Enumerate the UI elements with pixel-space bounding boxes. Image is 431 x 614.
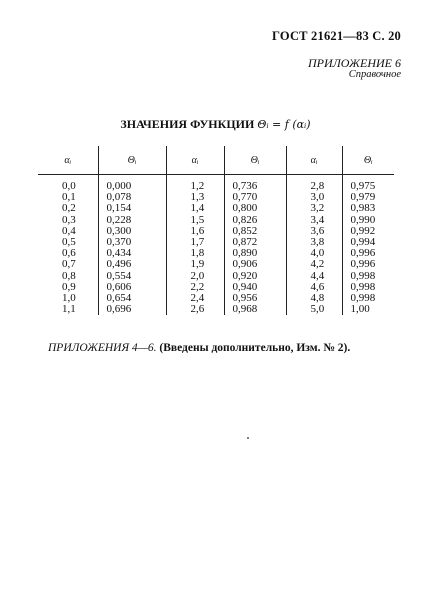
table-row [38, 248, 394, 259]
theta-cell: 0,606 [98, 282, 166, 293]
alpha-cell: 2,6 [166, 304, 224, 315]
appendix-label [308, 57, 401, 81]
alpha-cell: 3,4 [286, 215, 342, 226]
theta-cell: 0,890 [224, 248, 286, 259]
appendix-subtitle: Справочное [348, 69, 401, 80]
theta-cell: 0,228 [98, 215, 166, 226]
alpha-cell: 0,0 [62, 180, 76, 192]
amendment-note [48, 342, 350, 354]
function-values-table [38, 146, 394, 315]
table-row [38, 226, 394, 237]
theta-cell: 0,154 [98, 203, 166, 214]
theta-cell: 0,994 [342, 237, 394, 248]
theta-cell: 0,736 [224, 175, 286, 193]
theta-cell: 0,975 [342, 175, 394, 193]
alpha-cell: 0,2 [62, 202, 76, 215]
theta-cell: 0,992 [342, 226, 394, 237]
table-row [38, 192, 394, 203]
alpha-cell: 3,6 [286, 226, 342, 237]
theta-cell: 0,770 [224, 192, 286, 203]
print-speck [247, 437, 249, 439]
theta-cell: 0,872 [224, 237, 286, 248]
alpha-cell: 2,0 [166, 271, 224, 282]
amendment-note-text: (Введены дополнительно, Изм. № 2). [159, 342, 351, 354]
table-title [0, 117, 431, 132]
theta-cell: 0,434 [98, 248, 166, 259]
theta-cell: 0,990 [342, 215, 394, 226]
theta-cell: 0,826 [224, 215, 286, 226]
theta-cell: 0,996 [342, 248, 394, 259]
theta-cell: 0,998 [342, 293, 394, 304]
table-row [38, 203, 394, 214]
theta-cell: 0,920 [224, 271, 286, 282]
alpha-cell: 1,7 [166, 237, 224, 248]
alpha-cell: 1,5 [166, 215, 224, 226]
alpha-cell: 4,0 [286, 248, 342, 259]
theta-cell: 0,300 [98, 226, 166, 237]
theta-cell: 0,906 [224, 259, 286, 270]
column-header: Θᵢ [224, 146, 286, 175]
alpha-cell: 2,2 [166, 282, 224, 293]
alpha-cell: 1,0 [62, 292, 76, 305]
alpha-cell: 2,4 [166, 293, 224, 304]
theta-cell: 0,496 [98, 259, 166, 270]
alpha-cell: 1,4 [166, 203, 224, 214]
alpha-cell: 0,5 [62, 236, 76, 249]
alpha-cell: 5,0 [286, 304, 342, 315]
alpha-cell: 0,1 [62, 191, 76, 204]
alpha-cell: 4,2 [286, 259, 342, 270]
alpha-cell: 0,4 [62, 224, 76, 237]
theta-cell: 0,852 [224, 226, 286, 237]
table-row [38, 237, 394, 248]
alpha-cell: 4,8 [286, 293, 342, 304]
theta-cell: 0,554 [98, 271, 166, 282]
theta-cell: 0,000 [98, 175, 166, 193]
theta-cell: 0,370 [98, 237, 166, 248]
table-row [38, 304, 394, 315]
table-row [38, 282, 394, 293]
column-header: Θᵢ [342, 146, 394, 175]
table-title-formula: Θᵢ = f (αᵢ) [257, 118, 311, 131]
theta-cell: 0,979 [342, 192, 394, 203]
alpha-cell: 0,7 [62, 258, 76, 271]
alpha-cell: 4,6 [286, 282, 342, 293]
alpha-cell: 1,6 [166, 226, 224, 237]
alpha-cell: 0,8 [62, 269, 76, 282]
table-row [38, 259, 394, 270]
table-row [38, 271, 394, 282]
theta-cell: 0,800 [224, 203, 286, 214]
alpha-cell: 3,0 [286, 192, 342, 203]
theta-cell: 0,696 [98, 304, 166, 315]
alpha-cell: 1,9 [166, 259, 224, 270]
alpha-cell: 2,8 [286, 175, 342, 193]
alpha-cell: 4,4 [286, 271, 342, 282]
theta-cell: 0,968 [224, 304, 286, 315]
page-header: ГОСТ 21621—83 С. 20 [272, 29, 401, 43]
theta-cell: 0,998 [342, 271, 394, 282]
column-header: αᵢ [38, 146, 98, 175]
theta-cell: 0,940 [224, 282, 286, 293]
table-row [38, 215, 394, 226]
theta-cell: 0,654 [98, 293, 166, 304]
alpha-cell: 3,2 [286, 203, 342, 214]
alpha-cell: 1,2 [166, 175, 224, 193]
theta-cell: 0,078 [98, 192, 166, 203]
amendment-note-ref: ПРИЛОЖЕНИЯ 4—6. [48, 342, 157, 354]
alpha-cell: 3,8 [286, 237, 342, 248]
alpha-cell: 1,8 [166, 248, 224, 259]
column-header: αᵢ [166, 146, 224, 175]
theta-cell: 0,983 [342, 203, 394, 214]
alpha-cell: 0,3 [62, 213, 76, 226]
theta-cell: 0,996 [342, 259, 394, 270]
table-row [38, 293, 394, 304]
table-row [38, 175, 394, 193]
appendix-title: ПРИЛОЖЕНИЕ 6 [308, 56, 401, 70]
alpha-cell: 0,9 [62, 280, 76, 293]
column-header: Θᵢ [98, 146, 166, 175]
table-title-text: ЗНАЧЕНИЯ ФУНКЦИИ [120, 117, 255, 131]
table-header-row [38, 146, 394, 175]
alpha-cell: 0,6 [62, 247, 76, 260]
column-header: αᵢ [286, 146, 342, 175]
theta-cell: 0,956 [224, 293, 286, 304]
theta-cell: 1,00 [342, 304, 394, 315]
theta-cell: 0,998 [342, 282, 394, 293]
alpha-cell: 1,1 [62, 303, 76, 316]
alpha-cell: 1,3 [166, 192, 224, 203]
